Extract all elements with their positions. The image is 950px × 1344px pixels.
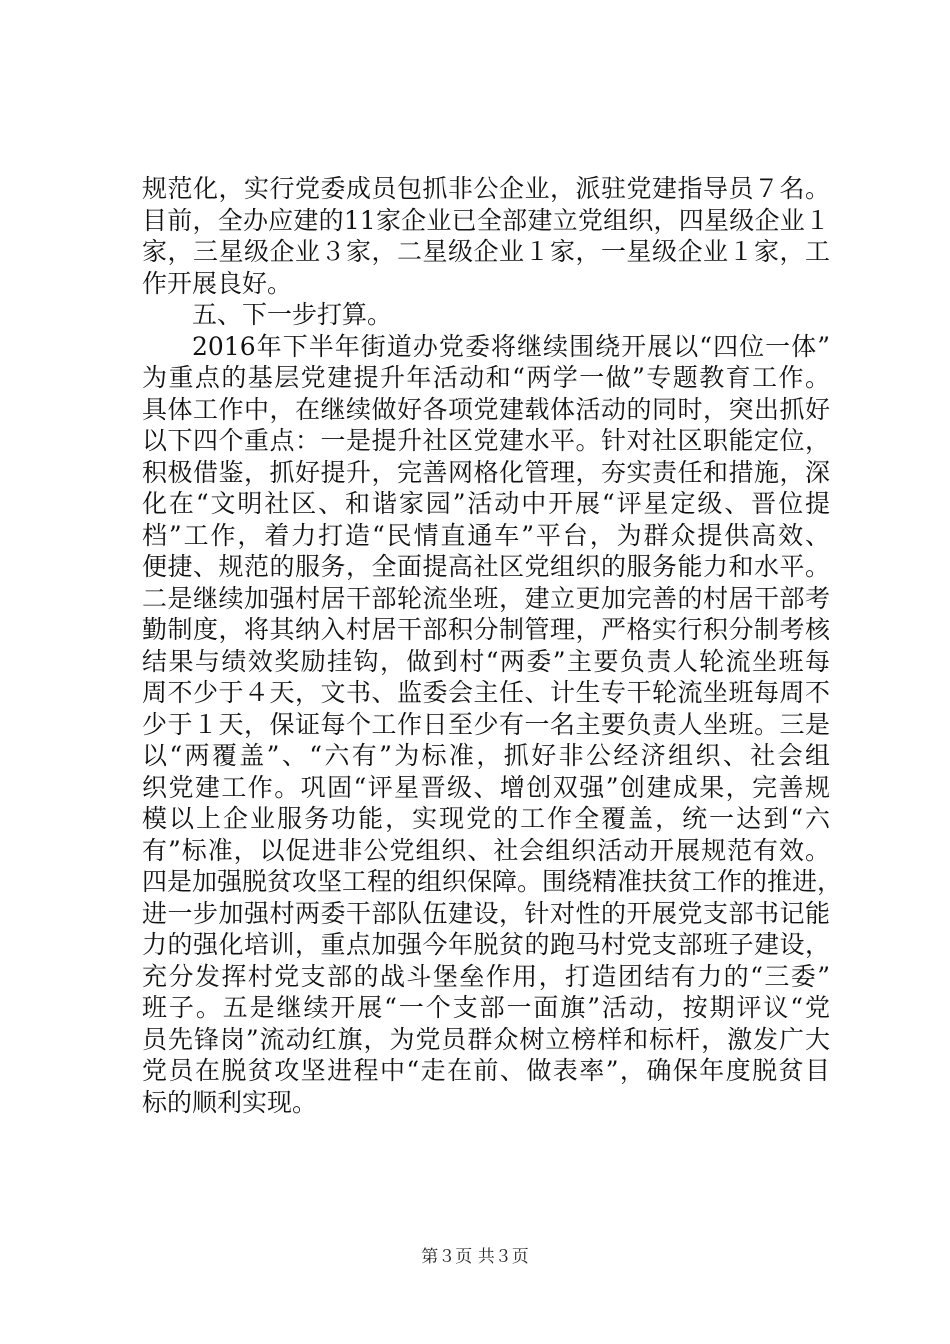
- text-line: 规范化，实行党委成员包抓非公企业，派驻党建指导员７名。: [142, 174, 830, 203]
- text-line: 积极借鉴，抓好提升，完善网格化管理，夯实责任和措施，深: [142, 457, 830, 487]
- text-line: 以下四个重点：一是提升社区党建水平。针对社区职能定位，: [142, 426, 830, 455]
- text-line: 结果与绩效奖励挂钩，做到村“两委”主要负责人轮流坐班每: [142, 646, 830, 676]
- page-footer: [0, 1242, 950, 1267]
- text-line: 勤制度，将其纳入村居干部积分制管理，严格实行积分制考核: [142, 615, 830, 644]
- text-line: 少于１天，保证每个工作日至少有一名主要负责人坐班。三是: [142, 709, 830, 739]
- text-line: 模以上企业服务功能，实现党的工作全覆盖，统一达到“六: [142, 804, 830, 833]
- text-line: 员先锋岗”流动红旗，为党员群众树立榜样和标杆，激发广大: [142, 1024, 830, 1054]
- text-line: 目前，全办应建的11家企业已全部建立党组织，四星级企业１: [142, 205, 830, 235]
- text-line: 2016年下半年街道办党委将继续围绕开展以“四位一体”: [192, 331, 830, 361]
- text-line: 便捷、规范的服务，全面提高社区党组织的服务能力和水平。: [142, 552, 830, 581]
- document-body: [142, 173, 843, 1118]
- text-line: 班子。五是继续开展“一个支部一面旗”活动，按期评议“党: [142, 993, 830, 1022]
- text-line: 党员在脱贫攻坚进程中“走在前、做表率”，确保年度脱贫目: [142, 1056, 830, 1085]
- text-line: 充分发挥村党支部的战斗堡垒作用，打造团结有力的“三委”: [142, 961, 830, 991]
- text-line: 以“两覆盖”、“六有”为标准，抓好非公经济组织、社会组: [142, 741, 830, 770]
- text-line: 二是继续加强村居干部轮流坐班，建立更加完善的村居干部考: [142, 583, 830, 613]
- text-line: 化在“文明社区、和谐家园”活动中开展“评星定级、晋位提: [142, 489, 830, 518]
- text-line: 标的顺利实现。: [142, 1087, 318, 1117]
- text-line: 有”标准，以促进非公党组织、社会组织活动开展规范有效。: [142, 835, 830, 865]
- page-number-label: 第３页 共３页: [421, 1247, 529, 1267]
- text-line: 进一步加强村两委干部队伍建设，针对性的开展党支部书记能: [142, 898, 830, 928]
- text-line: 具体工作中，在继续做好各项党建载体活动的同时，突出抓好: [142, 394, 830, 424]
- text-line: 织党建工作。巩固“评星晋级、增创双强”创建成果，完善规: [142, 772, 830, 802]
- text-line: 档”工作，着力打造“民情直通车”平台，为群众提供高效、: [142, 520, 830, 550]
- text-line: 为重点的基层党建提升年活动和“两学一做”专题教育工作。: [142, 363, 830, 392]
- text-line: 周不少于４天，文书、监委会主任、计生专干轮流坐班每周不: [142, 678, 830, 707]
- text-line: 作开展良好。: [142, 268, 293, 298]
- text-line: 四是加强脱贫攻坚工程的组织保障。围绕精准扶贫工作的推进，: [142, 867, 843, 896]
- text-line: 家，三星级企业３家，二星级企业１家，一星级企业１家，工: [142, 237, 830, 266]
- text-line: 力的强化培训，重点加强今年脱贫的跑马村党支部班子建设，: [142, 930, 830, 959]
- text-line: 五、下一步打算。: [192, 300, 393, 329]
